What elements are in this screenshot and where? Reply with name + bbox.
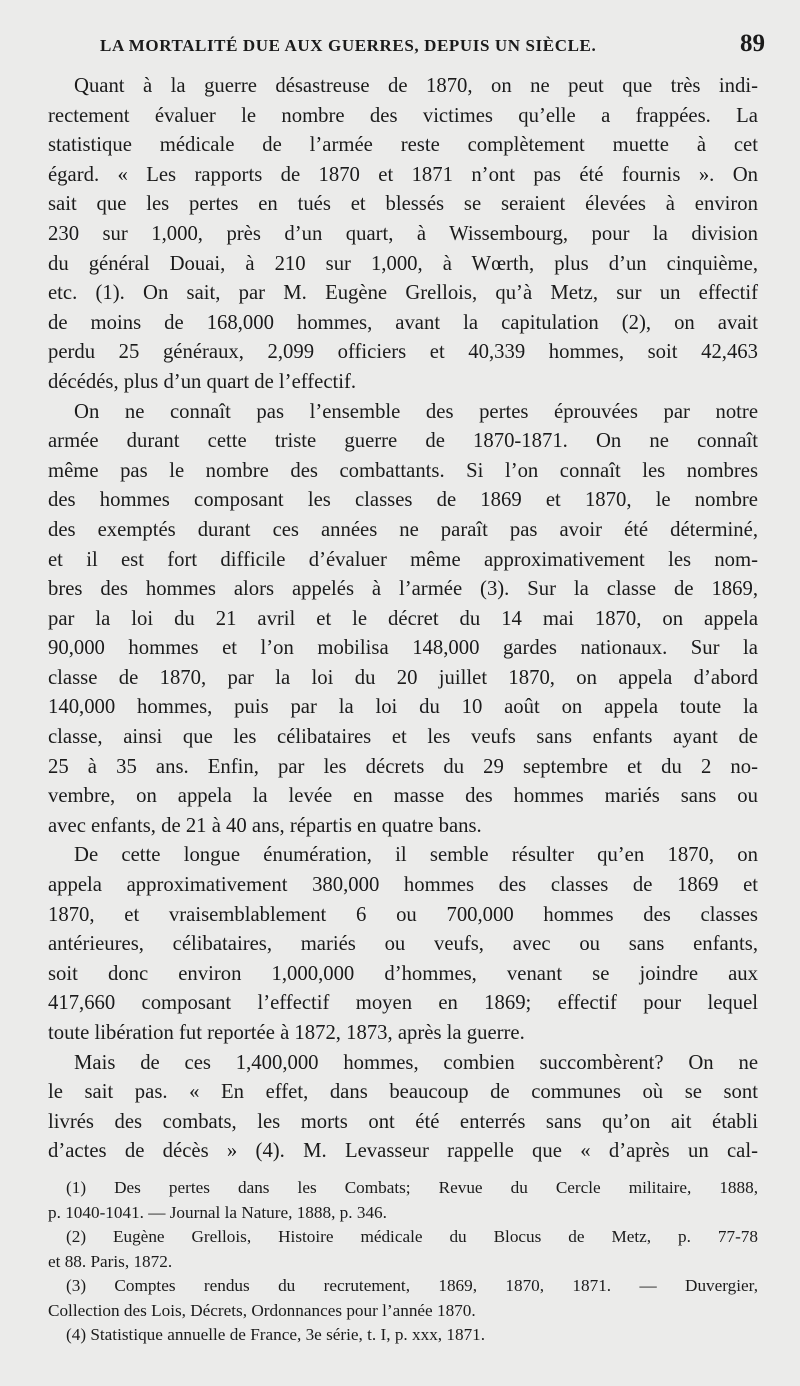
footnote (48, 1225, 758, 1274)
text-line: 140,000 hommes, puis par la loi du 10 août on appela toute la (48, 696, 758, 719)
paragraph (48, 72, 758, 398)
footnote-line: (3) Comptes rendus du recrutement, 1869, 1870, 1871. — Duvergier, (66, 1276, 758, 1295)
paragraph (48, 398, 758, 842)
text-line: De cette longue énumération, il semble résulter qu’en 1870, on (74, 844, 758, 867)
text-line: des exemptés durant ces années ne paraît pas avoir été déterminé, (48, 518, 758, 541)
text-line: Mais de ces 1,400,000 hommes, combien succombèrent? On ne (74, 1051, 758, 1074)
page-number: 89 (740, 30, 765, 57)
text-line: Quant à la guerre désastreuse de 1870, on ne peut que très indi- (74, 75, 758, 97)
text-line: des hommes composant les classes de 1869 et 1870, le nombre (48, 489, 758, 512)
text-line: par la loi du 21 avril et le décret du 14 mai 1870, on appela (48, 607, 758, 630)
text-line: vembre, on appela la levée en masse des hommes mariés sans ou (48, 785, 758, 808)
text-line: classe de 1870, par la loi du 20 juillet 1870, on appela d’abord (48, 666, 758, 689)
footnote (48, 1323, 758, 1348)
text-line: égard. « Les rapports de 1870 et 1871 n’ont pas été fournis ». On (48, 163, 758, 186)
text-line: du général Douai, à 210 sur 1,000, à Wœrth, plus d’un cinquième, (48, 252, 758, 275)
text-line: 90,000 hommes et l’on mobilisa 148,000 gardes nationaux. Sur la (48, 637, 758, 660)
text-line: avec enfants, de 21 à 40 ans, répartis en quatre bans. (48, 814, 482, 837)
text-line: décédés, plus d’un quart de l’effectif. (48, 370, 357, 393)
footnote-line: p. 1040-1041. — Journal la Nature, 1888, p. 346. (48, 1202, 387, 1222)
footnotes (48, 1176, 758, 1348)
text-line: 1870, et vraisemblablement 6 ou 700,000 hommes des classes (48, 903, 758, 926)
body-text (48, 72, 758, 1167)
text-line: perdu 25 généraux, 2,099 officiers et 40,339 hommes, soit 42,463 (48, 341, 758, 364)
text-line: toute libération fut reportée à 1872, 1873, après la guerre. (48, 1022, 525, 1044)
text-line: le sait pas. « En effet, dans beaucoup de communes où se sont (48, 1081, 758, 1104)
footnote (48, 1176, 758, 1225)
footnote-line: Collection des Lois, Décrets, Ordonnances pour l’année 1870. (48, 1300, 476, 1320)
text-line: même pas le nombre des combattants. Si l’on connaît les nombres (48, 459, 758, 482)
paragraph (48, 1049, 758, 1167)
text-line: et il est fort difficile d’évaluer même approximativement les nom- (48, 548, 758, 571)
text-line: classe, ainsi que les célibataires et les veufs sans enfants ayant de (48, 726, 758, 749)
running-head: LA MORTALITÉ DUE AUX GUERRES, DEPUIS UN SIÈCLE. (100, 36, 597, 55)
text-line: livrés des combats, les morts ont été enterrés sans qu’on ait établi (48, 1110, 758, 1133)
text-line: appela approximativement 380,000 hommes des classes de 1869 et (48, 874, 758, 897)
footnote (48, 1274, 758, 1323)
footnote-line: (4) Statistique annuelle de France, 3e série, t. I, p. xxx, 1871. (66, 1325, 486, 1344)
text-line: sait que les pertes en tués et blessés se seraient élevées à environ (48, 193, 758, 216)
footnote-line: (2) Eugène Grellois, Histoire médicale du Blocus de Metz, p. 77-78 (66, 1227, 758, 1246)
text-line: etc. (1). On sait, par M. Eugène Grellois, qu’à Metz, sur un effectif (48, 282, 758, 305)
page-header (90, 30, 765, 70)
text-line: soit donc environ 1,000,000 d’hommes, venant se joindre aux (48, 962, 758, 985)
footnote-line: (1) Des pertes dans les Combats; Revue du Cercle militaire, 1888, (66, 1178, 758, 1197)
text-line: d’actes de décès » (4). M. Levasseur rappelle que « d’après un cal- (48, 1140, 758, 1163)
text-line: de moins de 168,000 hommes, avant la capitulation (2), on avait (48, 311, 758, 334)
text-line: 230 sur 1,000, près d’un quart, à Wissembourg, pour la division (48, 222, 758, 245)
paragraph (48, 841, 758, 1048)
text-line: On ne connaît pas l’ensemble des pertes éprouvées par notre (74, 400, 758, 423)
text-line: 417,660 composant l’effectif moyen en 1869; effectif pour lequel (48, 992, 758, 1015)
text-line: antérieures, célibataires, mariés ou veufs, avec ou sans enfants, (48, 933, 758, 956)
text-line: statistique médicale de l’armée reste complètement muette à cet (48, 134, 758, 157)
footnote-line: et 88. Paris, 1872. (48, 1251, 173, 1271)
text-line: bres des hommes alors appelés à l’armée (3). Sur la classe de 1869, (48, 578, 758, 601)
text-line: rectement évaluer le nombre des victimes qu’elle a frappées. La (48, 104, 758, 127)
text-line: armée durant cette triste guerre de 1870-1871. On ne connaît (48, 430, 758, 453)
text-line: 25 à 35 ans. Enfin, par les décrets du 29 septembre et du 2 no- (48, 755, 758, 778)
